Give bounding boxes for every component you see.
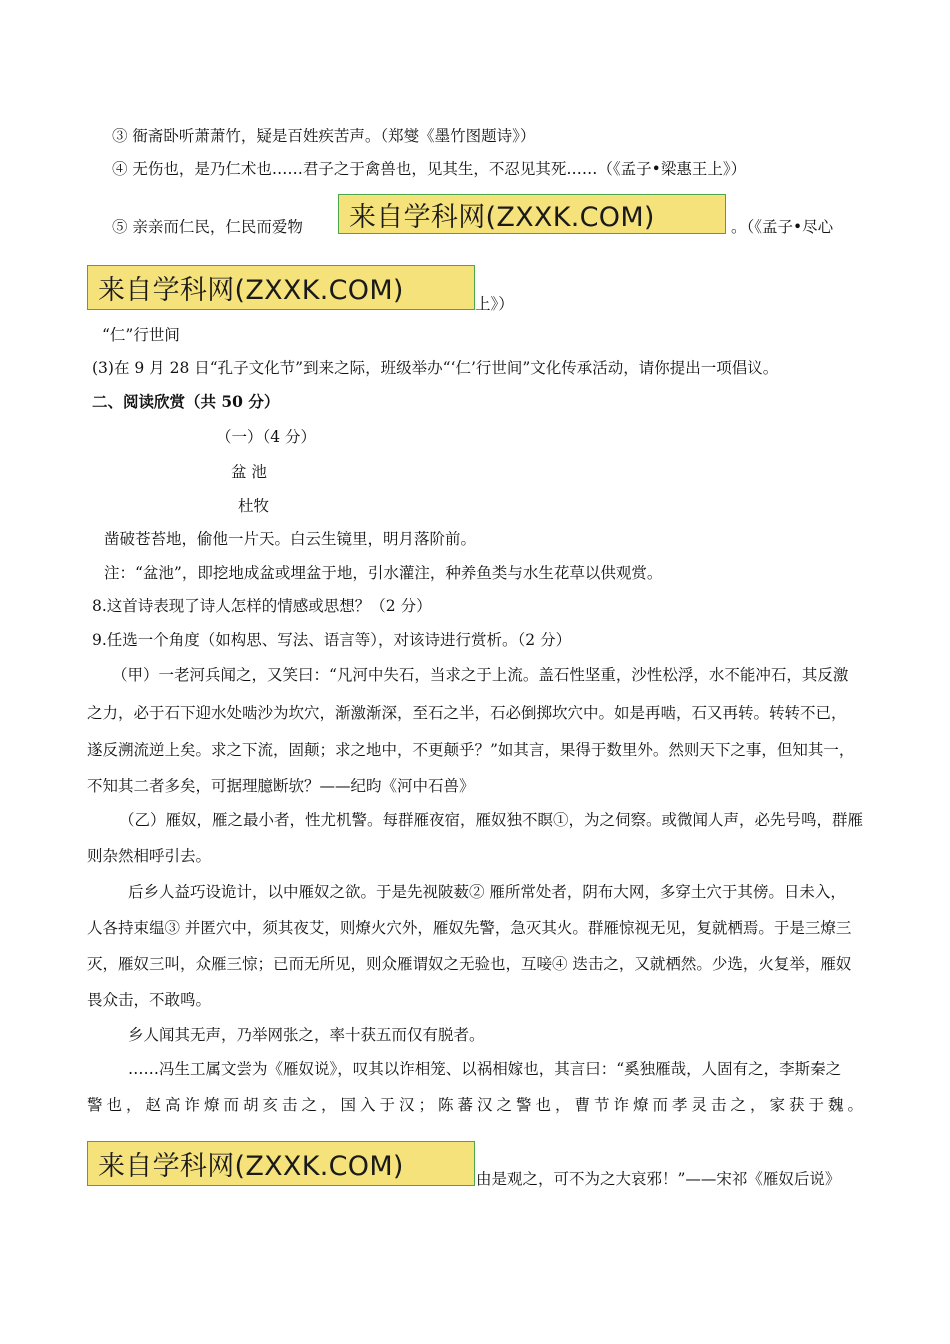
watermark-banner: 来自学科网(ZXXK.COM)	[338, 194, 726, 234]
section-heading: “仁”行世间	[102, 326, 180, 344]
passage-yi-line: 后乡人益巧设诡计，以中雁奴之欲。于是先视陂薮② 雁所常处者，阴布大网，多穿土穴于其傍。日未入，	[128, 883, 846, 901]
passage-yi-line: 警也，赵高诈燎而胡亥击之，国入于汉；陈蕃汉之警也，曹节诈燎而孝灵击之，家获于魏。	[87, 1096, 863, 1114]
passage-jia-line: 之力，必于石下迎水处啮沙为坎穴，渐激渐深，至石之半，石必倒掷坎穴中。如是再啮，石又再转。转转不已，	[87, 704, 847, 722]
poem-title: 盆 池	[231, 463, 267, 481]
part-2-title: 二、阅读欣赏（共 50 分）	[92, 392, 280, 411]
watermark-banner: 来自学科网(ZXXK.COM)	[87, 1141, 475, 1186]
question-8: 8.这首诗表现了诗人怎样的情感或思想？（2 分）	[92, 597, 432, 615]
quote-3: ③ 衙斋卧听萧萧竹，疑是百姓疾苦声。（郑燮《墨竹图题诗》）	[112, 127, 536, 145]
passage-yi-line: 则杂然相呼引去。	[87, 847, 212, 865]
passage-jia-line: 不知其二者多矣，可据理臆断欤？——纪昀《河中石兽》	[87, 777, 475, 795]
poem-label: （一）（4 分）	[216, 428, 317, 446]
poem-text: 凿破苍苔地，偷他一片天。白云生镜里，明月落阶前。	[104, 530, 477, 548]
poem-note: 注：“盆池”，即挖地成盆或埋盆于地，引水灌注，种养鱼类与水生花草以供观赏。	[104, 564, 663, 582]
question-9: 9.任选一个角度（如构思、写法、语言等），对该诗进行赏析。（2 分）	[92, 631, 572, 649]
passage-yi-line: 畏众击，不敢鸣。	[87, 991, 212, 1009]
passage-yi-line: 乡人闻其无声，乃举网张之，率十获五而仅有脱者。	[128, 1026, 485, 1044]
passage-yi-line: ……冯生工属文尝为《雁奴说》，叹其以诈相笼、以祸相嫁也，其言曰：“奚独雁哉，人固有之，李斯秦之	[128, 1060, 842, 1078]
watermark-banner: 来自学科网(ZXXK.COM)	[87, 265, 475, 310]
passage-jia-line: 遂反溯流逆上矣。求之下流，固颠；求之地中，不更颠乎？”如其言，果得于数里外。然则天下之事，但知其一，	[87, 741, 855, 759]
quote-5-source-end: 上》）	[475, 295, 514, 313]
passage-jia-line: （甲）一老河兵闻之，又笑曰：“凡河中失石，当求之于上流。盖石性坚重，沙性松浮，水不能冲石，其反激	[112, 666, 849, 684]
poem-author: 杜牧	[238, 497, 270, 515]
quote-4: ④ 无伤也，是乃仁术也……君子之于禽兽也，见其生，不忍见其死……（《孟子•梁惠王上》）	[112, 160, 747, 178]
passage-yi-line: （乙）雁奴，雁之最小者，性尤机警。每群雁夜宿，雁奴独不瞑①，为之伺察。或微闻人声，必先号鸣，群雁	[119, 811, 864, 829]
passage-yi-final-line: 由是观之，可不为之大哀邪！”——宋祁《雁奴后说》	[476, 1170, 841, 1188]
passage-yi-line: 人各持束缊③ 并匿穴中，须其夜艾，则燎火穴外，雁奴先警，急灭其火。群雁惊视无见，复就栖焉。于是三燎三	[87, 919, 852, 937]
passage-yi-line: 灭，雁奴三叫，众雁三惊；已而无所见，则众雁谓奴之无验也，互唼④ 迭击之，又就栖然。少选，火复举，雁奴	[87, 955, 852, 973]
quote-5-start: ⑤ 亲亲而仁民，仁民而爱物	[112, 218, 303, 236]
question-3: (3)在 9 月 28 日“孔子文化节”到来之际，班级举办“‘仁’行世间”文化传承活动，请你提出一项倡议。	[92, 359, 779, 377]
quote-5-source: 。（《孟子•尽心	[731, 218, 834, 236]
